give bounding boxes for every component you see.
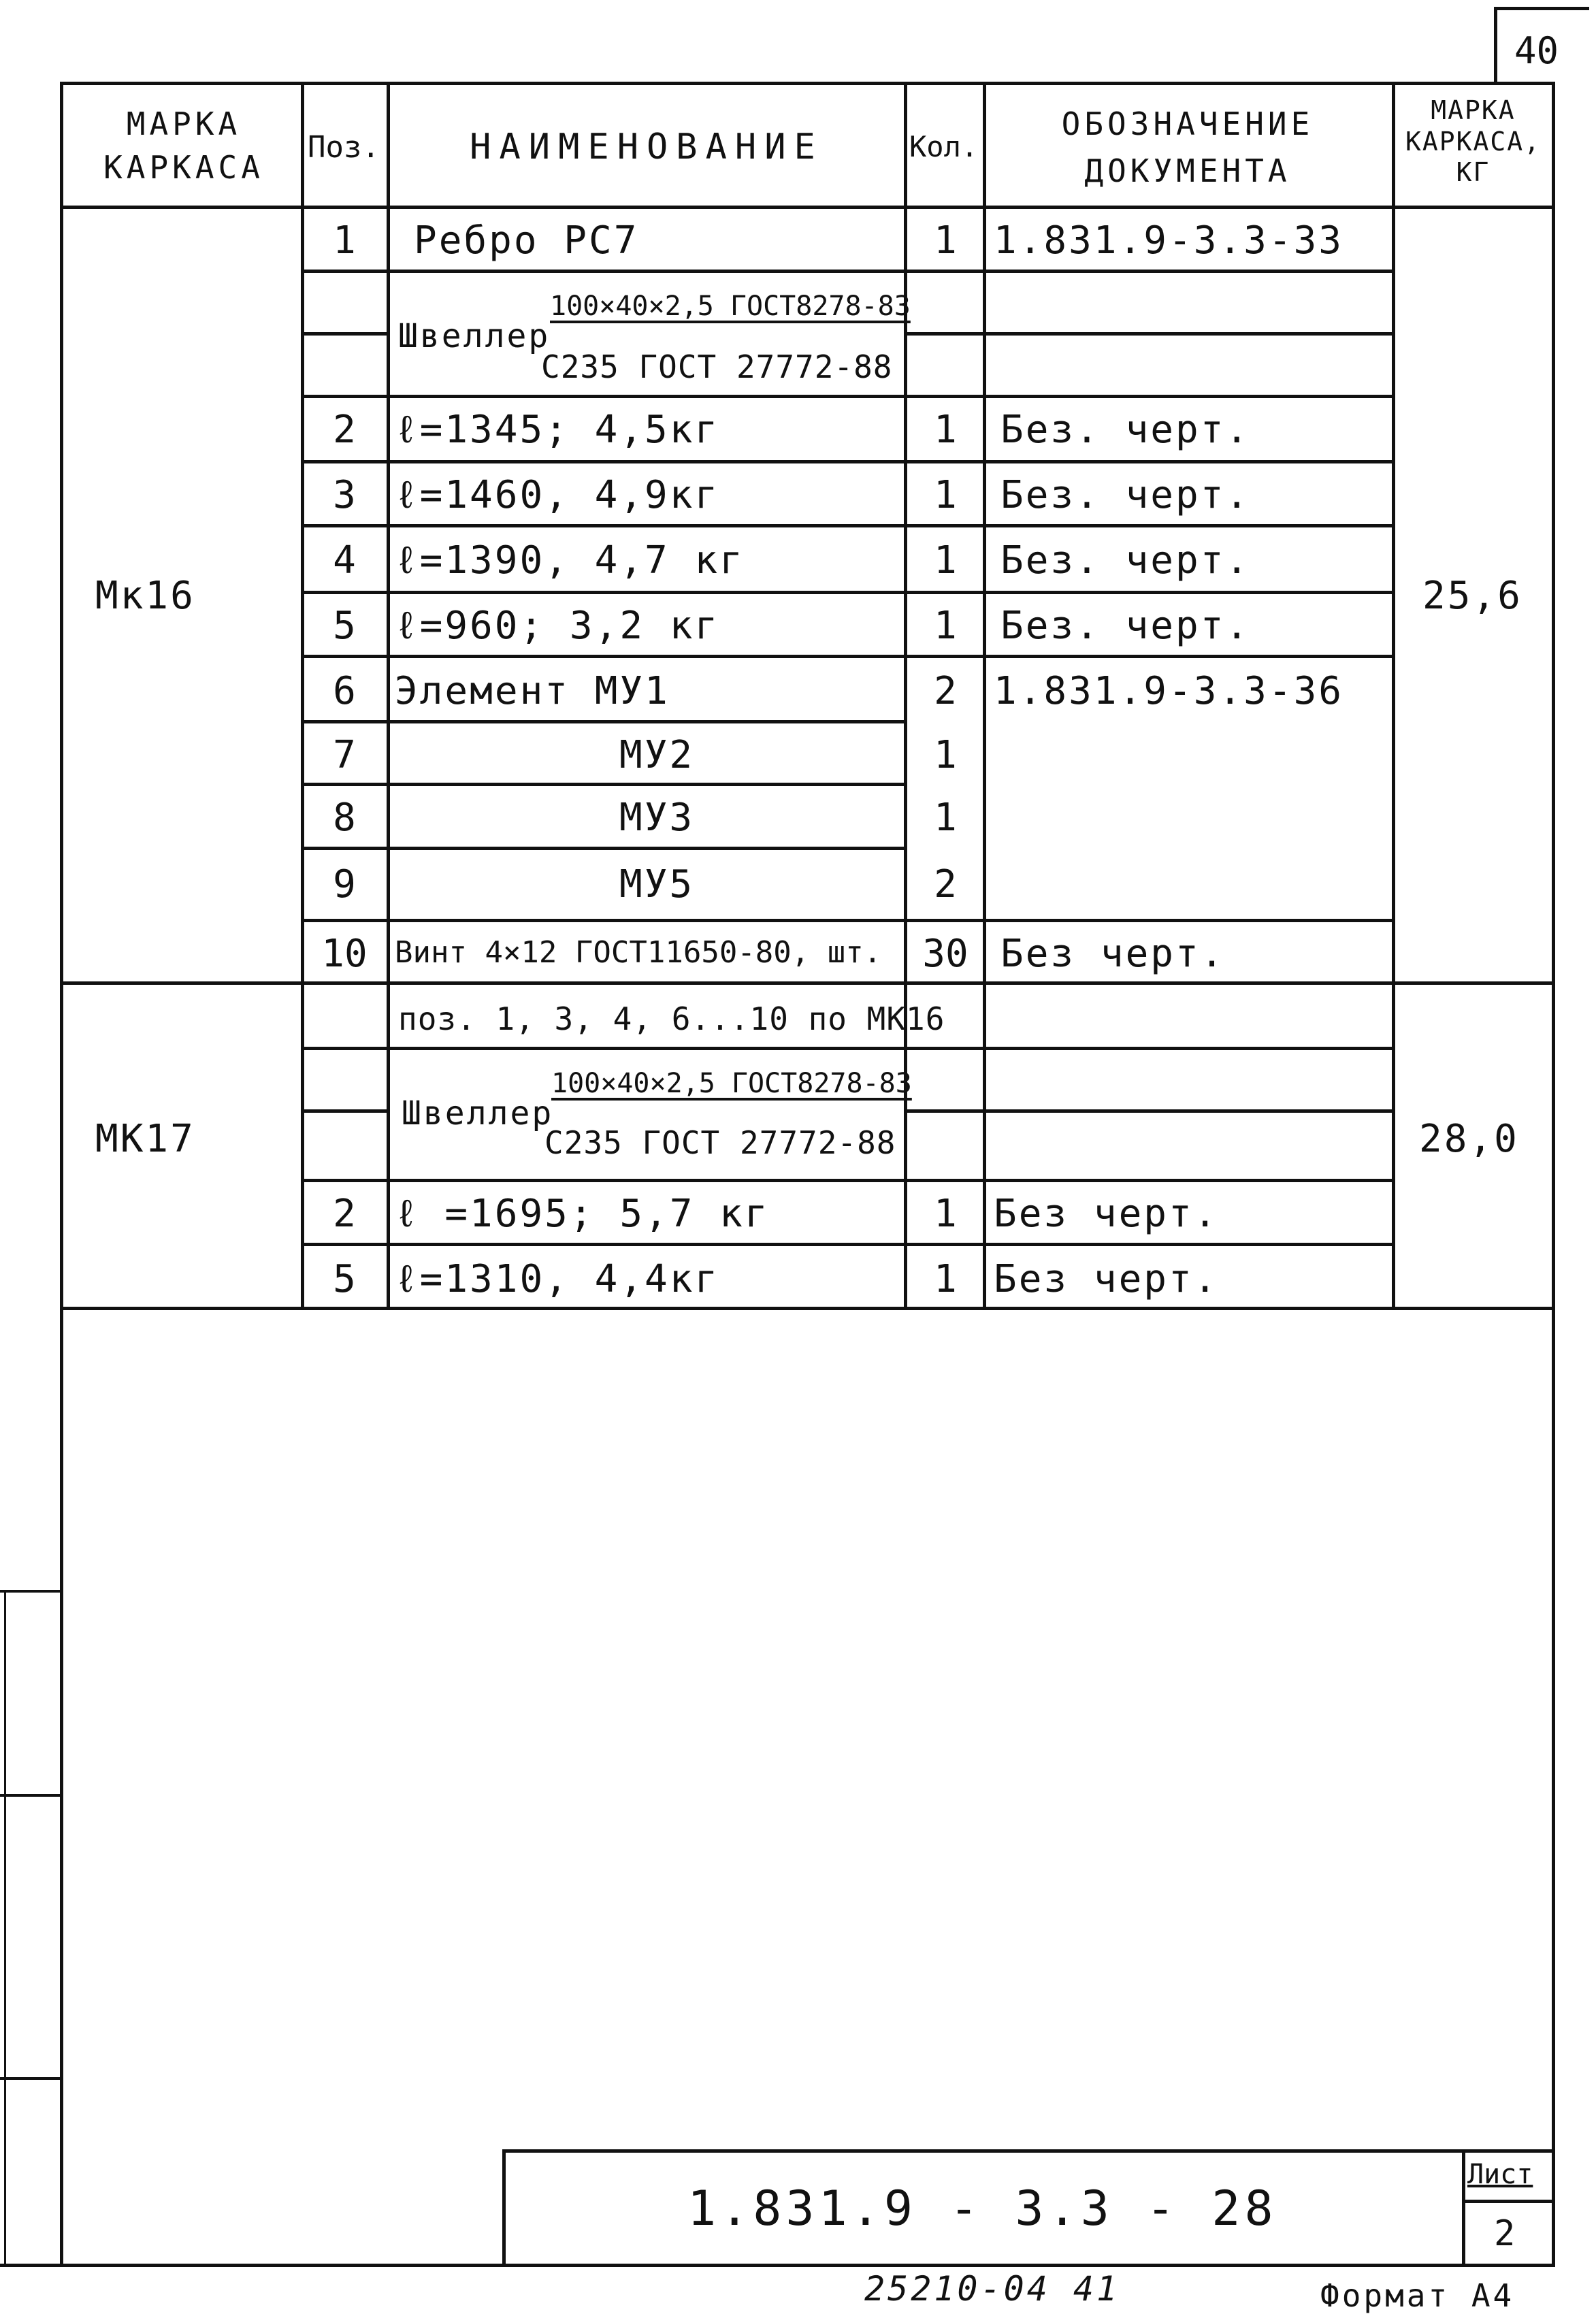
- frame-top: [60, 82, 1554, 85]
- row-kol: 30: [922, 932, 968, 976]
- row-kol: 1: [934, 473, 957, 517]
- profile-top: 100×40×2,5 ГОСТ8278-83: [550, 291, 911, 322]
- row-kol: 1: [934, 796, 957, 840]
- row-poz: 7: [333, 733, 356, 777]
- row-line: [301, 783, 907, 786]
- row-poz: 6: [333, 669, 356, 713]
- stamp-left: [502, 2149, 506, 2266]
- row-line: [301, 847, 907, 850]
- col-line-4: [983, 82, 986, 1310]
- group-marka: МК17: [95, 1117, 195, 1161]
- row-kol: 1: [934, 538, 957, 583]
- frame-left: [60, 82, 63, 2266]
- col-line-1: [301, 82, 304, 1310]
- row-name: Элемент МУ1: [395, 669, 670, 713]
- margin-strip-edge: [4, 1590, 6, 2264]
- row-doc: Без черт.: [994, 1257, 1219, 1301]
- profile-top: 100×40×2,5 ГОСТ8278-83: [551, 1068, 912, 1099]
- row-poz: 3: [333, 473, 356, 517]
- stamp-list-number: 2: [1494, 2213, 1516, 2254]
- stamp-designation: 1.831.9 - 3.3 - 28: [687, 2181, 1277, 2236]
- header-massa: МАРКА КАРКАСА, КГ: [1405, 95, 1542, 188]
- header-marka-karkasa: МАРКА КАРКАСА: [103, 105, 264, 186]
- row-line: [301, 395, 1394, 398]
- row-name: МУ3: [619, 796, 695, 840]
- row-poz: 2: [333, 1192, 356, 1236]
- profile-word: Швеллер: [398, 317, 551, 355]
- header-oboznachenie: ОБОЗНАЧЕНИЕ ДОКУМЕНТА: [1061, 105, 1314, 189]
- stamp-list-left: [1462, 2149, 1465, 2266]
- row-line: [301, 1179, 1394, 1182]
- format-label: Формат А4: [1320, 2277, 1515, 2314]
- row-name: Ребро РС7: [414, 218, 639, 263]
- row-poz: 2: [333, 408, 356, 452]
- row-line: [301, 919, 1394, 922]
- row-kol: 1: [934, 604, 957, 648]
- row-poz: 8: [333, 796, 356, 840]
- archive-number: 25210-04 41: [864, 2269, 1120, 2309]
- row-doc: 1.831.9-3.3-33: [994, 218, 1344, 263]
- col-line-3: [904, 82, 907, 1310]
- row-name: МУ5: [619, 862, 695, 907]
- row-poz: 10: [321, 932, 368, 976]
- group-divider: [60, 981, 1554, 985]
- group-marka: Мк16: [95, 574, 195, 618]
- stamp-list-divider: [1462, 2200, 1554, 2203]
- group-mass: 25,6: [1422, 574, 1522, 618]
- page-number-box-top: [1494, 7, 1589, 10]
- page-number: 40: [1514, 29, 1559, 72]
- header-naimenovanie: НАИМЕНОВАНИЕ: [470, 127, 824, 167]
- row-kol: 1: [934, 1257, 957, 1301]
- profile-bottom: С235 ГОСТ 27772-88: [541, 348, 893, 385]
- row-kol: 1: [934, 1192, 957, 1236]
- row-kol: 1: [934, 218, 957, 263]
- row-name: МУ2: [619, 733, 695, 777]
- row-line: [301, 524, 1394, 527]
- margin-strip-line: [0, 1590, 63, 1593]
- row-name: Винт 4×12 ГОСТ11650-80, шт.: [395, 935, 882, 970]
- page-number-box-left: [1494, 7, 1497, 85]
- row-name: ℓ=960; 3,2 кг: [395, 604, 720, 648]
- row-name: ℓ=1390, 4,7 кг: [395, 538, 745, 583]
- row-doc: Без. черт.: [1000, 604, 1251, 648]
- row-kol: 1: [934, 733, 957, 777]
- header-kol: Кол.: [909, 130, 979, 163]
- profile-word: Швеллер: [402, 1094, 554, 1132]
- col-line-5: [1392, 82, 1395, 1310]
- header-bottom: [60, 206, 1554, 209]
- row-name: поз. 1, 3, 4, 6...10 по МК16: [398, 1000, 945, 1037]
- row-line: [301, 1047, 1394, 1050]
- row-line: [301, 655, 1394, 658]
- row-doc: Без. черт.: [1000, 473, 1251, 517]
- row-line: [904, 332, 1394, 336]
- row-line: [301, 1109, 389, 1113]
- row-poz: 5: [333, 604, 356, 648]
- row-poz: 5: [333, 1257, 356, 1301]
- frame-right: [1552, 82, 1555, 2266]
- table-bottom: [60, 1307, 1554, 1310]
- col-line-2: [387, 82, 390, 1310]
- row-line: [301, 332, 389, 336]
- row-poz: 1: [333, 218, 356, 263]
- row-name: ℓ =1695; 5,7 кг: [395, 1192, 770, 1236]
- row-doc: Без черт.: [1000, 932, 1226, 976]
- frame-bottom: [0, 2264, 1555, 2267]
- row-doc: 1.831.9-3.3-36: [994, 669, 1344, 713]
- stamp-list-label: Лист: [1467, 2159, 1533, 2190]
- row-name: ℓ=1460, 4,9кг: [395, 473, 720, 517]
- row-kol: 2: [934, 669, 957, 713]
- stamp-top: [502, 2149, 1554, 2153]
- row-line: [904, 1109, 1394, 1113]
- row-line: [301, 1243, 1394, 1246]
- header-poz: Поз.: [308, 130, 380, 165]
- margin-strip-line: [0, 2077, 63, 2080]
- row-line: [301, 270, 1394, 273]
- row-line: [301, 720, 907, 723]
- row-doc: Без черт.: [994, 1192, 1219, 1236]
- row-kol: 1: [934, 408, 957, 452]
- row-line: [301, 591, 1394, 594]
- profile-bottom: С235 ГОСТ 27772-88: [544, 1124, 896, 1161]
- row-doc: Без. черт.: [1000, 408, 1251, 452]
- group-mass: 28,0: [1419, 1117, 1519, 1161]
- margin-strip-line: [0, 1794, 63, 1797]
- row-poz: 4: [333, 538, 356, 583]
- row-line: [301, 460, 1394, 463]
- row-kol: 2: [934, 862, 957, 907]
- row-poz: 9: [333, 862, 356, 907]
- row-name: ℓ=1345; 4,5кг: [395, 408, 720, 452]
- row-doc: Без. черт.: [1000, 538, 1251, 583]
- row-name: ℓ=1310, 4,4кг: [395, 1257, 720, 1301]
